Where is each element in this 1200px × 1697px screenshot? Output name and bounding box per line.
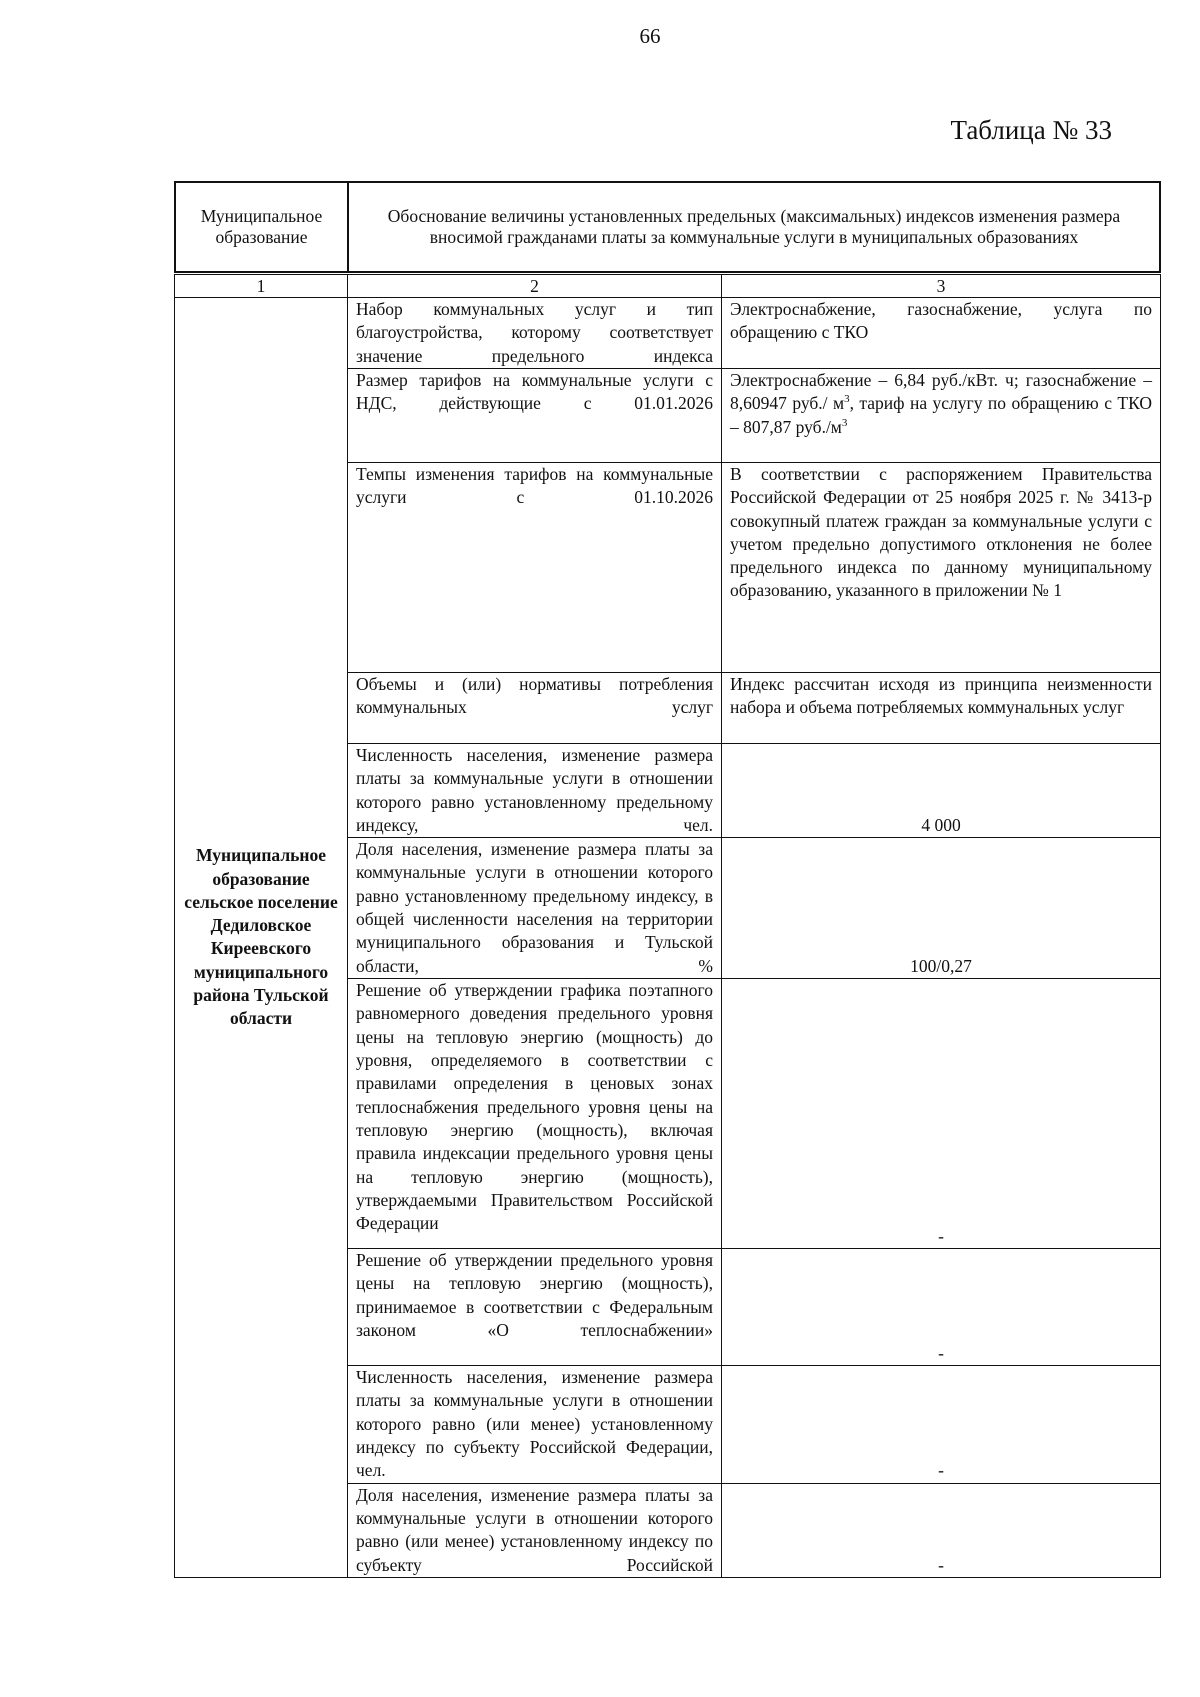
row-value: В соответствии с распоряжением Правительства Российской Федерации от 25 ноября 2025 г. № 3413-р совокупный платеж граждан за коммунальные услуги с учетом предельно допустимого отклонения не более предельного индекса по данному муниципальному образованию, указанного в приложении № 1 — [722, 463, 1161, 673]
row-label: Набор коммунальных услуг и тип благоустройства, которому соответствует значение предельного индекса — [348, 298, 722, 369]
row-value: 100/0,27 — [722, 838, 1161, 979]
municipality-name: Муниципальное образование сельское поселение Дедиловское Киреевского муниципального района Тульской области — [175, 298, 348, 1578]
superscript: 3 — [844, 393, 850, 406]
row-label: Решение об утверждении графика поэтапного равномерного доведения предельного уровня цены на тепловую энергию (мощность) до уровня, определяемого в соответствии с правилами определения в ценовых зонах теплоснабжения предельного уровня цены на тепловую энергию (мощность), включая правила индексации предельного уровня цены на тепловую энергию (мощность), утверждаемыми Правительством Российской Федерации — [348, 979, 722, 1249]
superscript: 3 — [841, 416, 848, 429]
row-label: Численность населения, изменение размера платы за коммунальные услуги в отношении которого равно (или менее) установленному индексу по субъекту Российской Федерации, чел. — [348, 1366, 722, 1483]
table-title: Таблица № 33 — [950, 115, 1112, 145]
tariff-text: Электроснабжение – 6,84 руб./кВт. ч; газоснабжение – 8,60947 руб./ м — [730, 370, 1152, 414]
column-number: 2 — [348, 275, 722, 298]
row-value: - — [722, 1249, 1161, 1366]
row-label: Размер тарифов на коммунальные услуги с НДС, действующие с 01.01.2026 — [348, 369, 722, 463]
table-row — [175, 298, 1161, 369]
header-municipality: Муниципальное образование — [175, 182, 348, 272]
row-value: Индекс рассчитан исходя из принципа неизменности набора и объема потребляемых коммунальных услуг — [722, 673, 1161, 744]
column-numbers-row — [175, 275, 1161, 298]
row-label: Доля населения, изменение размера платы за коммунальные услуги в отношении которого равно установленному предельному индексу, в общей численности населения на территории муниципального образования и Тульской области, % — [348, 838, 722, 979]
table-header — [174, 181, 1161, 273]
row-label: Численность населения, изменение размера платы за коммунальные услуги в отношении которого равно установленному предельному индексу, чел. — [348, 744, 722, 838]
row-value: - — [722, 1483, 1161, 1577]
row-label: Объемы и (или) нормативы потребления коммунальных услуг — [348, 673, 722, 744]
row-value: - — [722, 979, 1161, 1249]
row-value: Электроснабжение, газоснабжение, услуга по обращению с ТКО — [722, 298, 1161, 369]
page-number: 66 — [639, 24, 661, 48]
column-number: 1 — [175, 275, 348, 298]
tariff-text: , тариф на услугу по обращению с ТКО – 807,87 руб./м — [730, 393, 1152, 437]
row-label: Темпы изменения тарифов на коммунальные услуги с 01.10.2026 — [348, 463, 722, 673]
row-value — [722, 369, 1161, 463]
main-table — [174, 274, 1161, 1578]
row-label: Решение об утверждении предельного уровня цены на тепловую энергию (мощность), принимаемое в соответствии с Федеральным законом «О теплоснабжении» — [348, 1249, 722, 1366]
row-value: - — [722, 1366, 1161, 1483]
column-number: 3 — [722, 275, 1161, 298]
header-justification: Обоснование величины установленных предельных (максимальных) индексов изменения размера вносимой гражданами платы за коммунальные услуги в муниципальных образованиях — [348, 182, 1160, 272]
row-label: Доля населения, изменение размера платы за коммунальные услуги в отношении которого равно (или менее) установленному индексу по субъекту Российской — [348, 1483, 722, 1577]
row-value: 4 000 — [722, 744, 1161, 838]
